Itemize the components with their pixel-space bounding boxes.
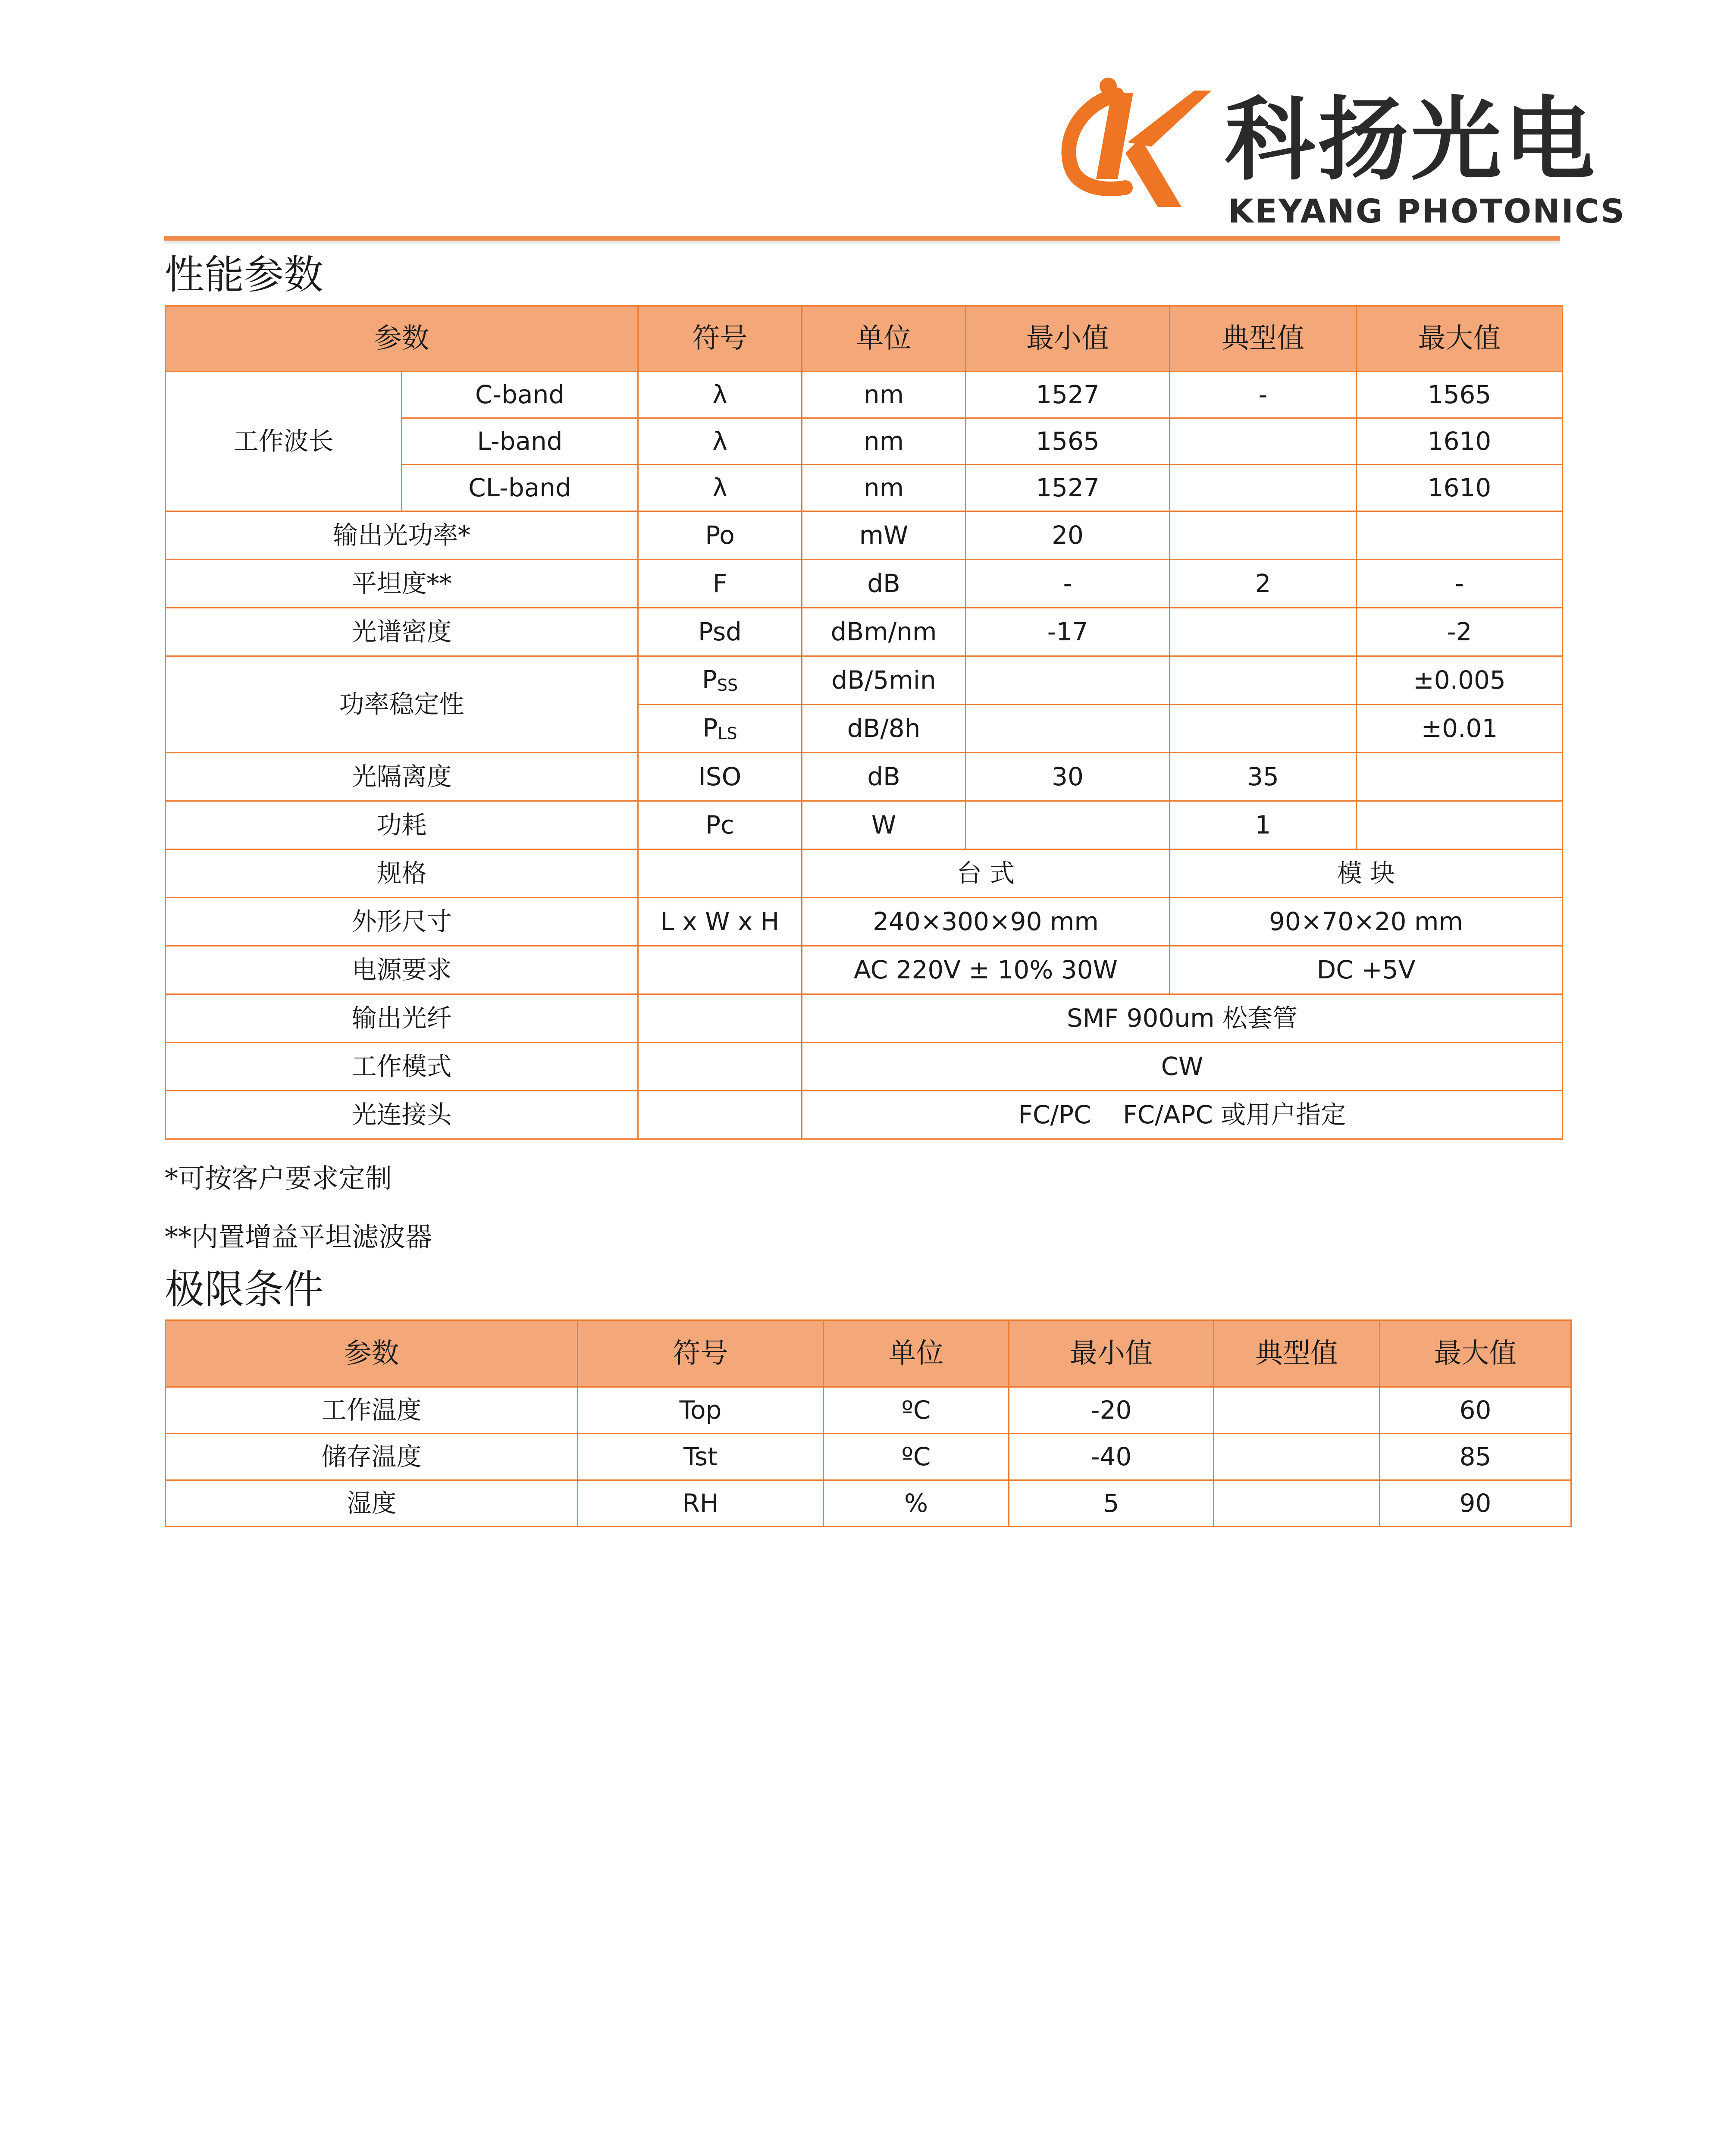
table-header-row (166, 306, 1563, 372)
symbol-cell (638, 656, 802, 705)
unit-cell: % (824, 1480, 1009, 1527)
min-cell (966, 656, 1170, 705)
wavelength-label: 工作波长 (166, 372, 402, 511)
typ-cell (1170, 511, 1357, 560)
symbol-cell: λ (638, 418, 802, 465)
typ-cell (1170, 465, 1357, 511)
symbol-cell: Pc (638, 801, 802, 849)
table-row (166, 1480, 1571, 1527)
symbol-cell: Top (578, 1387, 824, 1434)
min-cell: 30 (966, 753, 1170, 801)
header-symbol: 符号 (578, 1320, 824, 1387)
min-cell: 5 (1009, 1480, 1214, 1527)
param-label: 功率稳定性 (166, 656, 638, 753)
table-row (166, 560, 1563, 608)
header-unit: 单位 (824, 1320, 1009, 1387)
table-row (166, 1043, 1563, 1091)
table-row (166, 946, 1563, 994)
header-symbol: 符号 (638, 306, 802, 372)
max-cell: 85 (1380, 1434, 1571, 1480)
table-row (166, 898, 1563, 946)
desktop-cell: 台 式 (802, 849, 1170, 898)
symbol-cell (638, 849, 802, 898)
symbol-cell (638, 994, 802, 1043)
unit-cell: ºC (824, 1434, 1009, 1480)
min-cell: -40 (1009, 1434, 1214, 1480)
param-label: 光隔离度 (166, 753, 638, 801)
typ-cell (1214, 1434, 1380, 1480)
max-cell (1357, 511, 1563, 560)
max-cell: 1610 (1357, 418, 1563, 465)
symbol-cell: λ (638, 465, 802, 511)
param-label: 输出光纤 (166, 994, 638, 1043)
param-label: 外形尺寸 (166, 898, 638, 946)
min-cell: - (966, 560, 1170, 608)
typ-cell (1170, 608, 1357, 656)
param-label: 光连接头 (166, 1091, 638, 1139)
symbol-cell: Psd (638, 608, 802, 656)
section-title-performance: 性能参数 (165, 252, 324, 298)
max-cell: 60 (1380, 1387, 1571, 1434)
max-cell: ±0.005 (1357, 656, 1563, 705)
symbol-cell: λ (638, 372, 802, 418)
symbol-cell (638, 1091, 802, 1139)
footnote-customization: *可按客户要求定制 (165, 1163, 392, 1194)
desktop-cell: 240×300×90 mm (802, 898, 1170, 946)
table-header-row (166, 1320, 1571, 1387)
header-typ: 典型值 (1214, 1320, 1380, 1387)
table-row (166, 511, 1563, 560)
min-cell (966, 801, 1170, 849)
symbol-cell (638, 1043, 802, 1091)
logo-english-name: KEYANG PHOTONICS (1228, 192, 1626, 230)
unit-cell: dB/8h (802, 705, 966, 753)
min-cell: -20 (1009, 1387, 1214, 1434)
max-cell: 1610 (1357, 465, 1563, 511)
value-cell: FC/PC FC/APC 或用户指定 (802, 1091, 1563, 1139)
max-cell: -2 (1357, 608, 1563, 656)
max-cell: 1565 (1357, 372, 1563, 418)
typ-cell: 1 (1170, 801, 1357, 849)
symbol-subscript: SS (717, 675, 738, 695)
min-cell: 1527 (966, 465, 1170, 511)
symbol-cell: Po (638, 511, 802, 560)
unit-cell: dB/5min (802, 656, 966, 705)
param-label: 光谱密度 (166, 608, 638, 656)
typ-cell (1170, 656, 1357, 705)
table-row (166, 753, 1563, 801)
header-divider (164, 236, 1560, 241)
symbol-cell: L x W x H (638, 898, 802, 946)
min-cell: -17 (966, 608, 1170, 656)
param-label: 功耗 (166, 801, 638, 849)
param-label: 平坦度** (166, 560, 638, 608)
symbol-cell: F (638, 560, 802, 608)
param-label: 工作模式 (166, 1043, 638, 1091)
footnote-filter: **内置增益平坦滤波器 (165, 1221, 432, 1253)
param-label: 工作温度 (166, 1387, 578, 1434)
param-label: 输出光功率* (166, 511, 638, 560)
header-min: 最小值 (1009, 1320, 1214, 1387)
max-cell: ±0.01 (1357, 705, 1563, 753)
table-row (166, 656, 1563, 705)
min-cell (966, 705, 1170, 753)
header-max: 最大值 (1380, 1320, 1571, 1387)
unit-cell: nm (802, 465, 966, 511)
performance-table (165, 305, 1563, 1140)
table-row (166, 372, 1563, 418)
keyang-logo-icon (1052, 78, 1216, 224)
min-cell: 1565 (966, 418, 1170, 465)
max-cell: 90 (1380, 1480, 1571, 1527)
table-row (166, 1387, 1571, 1434)
typ-cell: - (1170, 372, 1357, 418)
symbol-subscript: LS (718, 724, 737, 743)
logo-chinese-name: 科扬光电 (1225, 87, 1598, 193)
typ-cell: 35 (1170, 753, 1357, 801)
typ-cell (1214, 1480, 1380, 1527)
max-cell (1357, 753, 1563, 801)
unit-cell: dBm/nm (802, 608, 966, 656)
param-label: 湿度 (166, 1480, 578, 1527)
table-row (166, 849, 1563, 898)
min-cell: 1527 (966, 372, 1170, 418)
unit-cell: W (802, 801, 966, 849)
desktop-cell: AC 220V ± 10% 30W (802, 946, 1170, 994)
table-row (166, 994, 1563, 1043)
table-row (166, 1091, 1563, 1139)
limit-table (165, 1319, 1572, 1527)
module-cell: 90×70×20 mm (1170, 898, 1563, 946)
symbol-cell (638, 946, 802, 994)
header-param: 参数 (166, 1320, 578, 1387)
band-label: CL-band (402, 465, 638, 511)
symbol-cell: ISO (638, 753, 802, 801)
band-label: L-band (402, 418, 638, 465)
unit-cell: mW (802, 511, 966, 560)
unit-cell: dB (802, 560, 966, 608)
unit-cell: dB (802, 753, 966, 801)
band-label: C-band (402, 372, 638, 418)
section-title-limits: 极限条件 (165, 1266, 324, 1313)
min-cell: 20 (966, 511, 1170, 560)
company-logo (1052, 78, 1626, 233)
unit-cell: nm (802, 372, 966, 418)
unit-cell: nm (802, 418, 966, 465)
value-cell: SMF 900um 松套管 (802, 994, 1563, 1043)
unit-cell: ºC (824, 1387, 1009, 1434)
table-row (166, 801, 1563, 849)
header-typ: 典型值 (1170, 306, 1357, 372)
table-row (166, 1434, 1571, 1480)
value-cell: CW (802, 1043, 1563, 1091)
module-cell: DC +5V (1170, 946, 1563, 994)
symbol-cell (638, 705, 802, 753)
module-cell: 模 块 (1170, 849, 1563, 898)
typ-cell (1170, 705, 1357, 753)
typ-cell: 2 (1170, 560, 1357, 608)
symbol-main: P (702, 713, 718, 743)
typ-cell (1214, 1387, 1380, 1434)
param-label: 规格 (166, 849, 638, 898)
param-label: 电源要求 (166, 946, 638, 994)
param-label: 储存温度 (166, 1434, 578, 1480)
max-cell (1357, 801, 1563, 849)
symbol-cell: Tst (578, 1434, 824, 1480)
max-cell: - (1357, 560, 1563, 608)
header-param: 参数 (166, 306, 638, 372)
header-max: 最大值 (1357, 306, 1563, 372)
typ-cell (1170, 418, 1357, 465)
header-unit: 单位 (802, 306, 966, 372)
header-min: 最小值 (966, 306, 1170, 372)
symbol-cell: RH (578, 1480, 824, 1527)
symbol-main: P (702, 664, 717, 694)
table-row (166, 608, 1563, 656)
